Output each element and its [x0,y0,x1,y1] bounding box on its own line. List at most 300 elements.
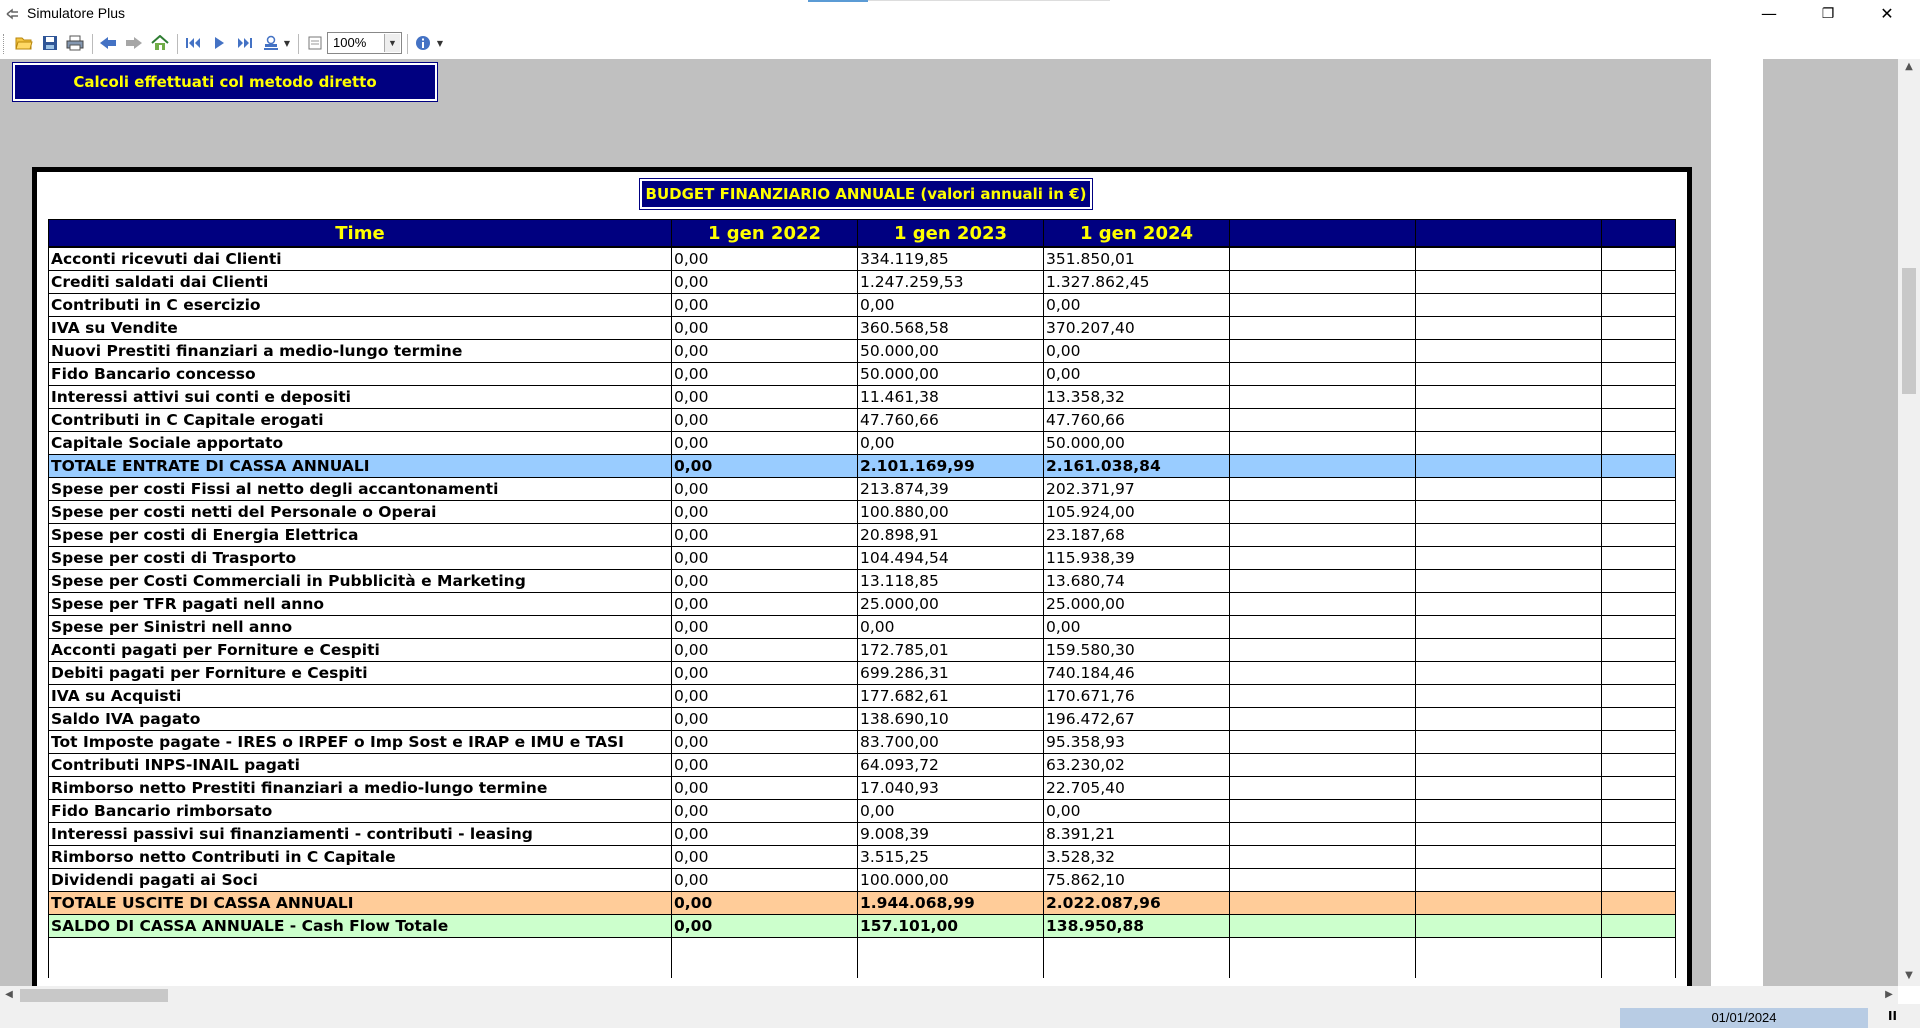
cell-value: 100.000,00 [858,869,1044,892]
cell-value: 50.000,00 [858,363,1044,386]
cell-value: 0,00 [672,593,858,616]
cell-empty [1230,386,1416,409]
budget-table [48,219,1676,978]
column-header-2023: 1 gen 2023 [858,220,1044,248]
cell-empty [1602,317,1676,340]
cell-empty [1416,317,1602,340]
cell-empty [858,938,1044,979]
table-row [49,455,1676,478]
row-label: SALDO DI CASSA ANNUALE - Cash Flow Totale [49,915,672,938]
cell-empty [1602,432,1676,455]
cell-value: 1.247.259,53 [858,271,1044,294]
row-label: Contributi in C Capitale erogati [49,409,672,432]
row-label: TOTALE ENTRATE DI CASSA ANNUALI [49,455,672,478]
row-label: Capitale Sociale apportato [49,432,672,455]
table-row [49,846,1676,869]
table-row [49,432,1676,455]
cell-empty [1230,570,1416,593]
cell-empty [1602,340,1676,363]
cell-empty [1602,386,1676,409]
table-row [49,294,1676,317]
table-row [49,892,1676,915]
cell-empty [1230,639,1416,662]
cell-empty [1416,340,1602,363]
cell-value: 0,00 [672,478,858,501]
cell-value: 0,00 [858,432,1044,455]
cell-value: 95.358,93 [1044,731,1230,754]
cell-empty [1416,892,1602,915]
table-row [49,823,1676,846]
cell-value: 104.494,54 [858,547,1044,570]
title-accent [808,0,868,2]
table-row [49,800,1676,823]
table-row [49,685,1676,708]
horizontal-scrollbar[interactable] [0,986,1898,1004]
cell-empty [1416,708,1602,731]
cell-empty [1602,892,1676,915]
cell-value: 50.000,00 [858,340,1044,363]
toolbar-separator [92,34,93,54]
cell-empty [1230,846,1416,869]
cell-empty [1602,754,1676,777]
cell-value: 0,00 [672,363,858,386]
print-icon[interactable] [65,33,85,53]
cell-value: 0,00 [672,685,858,708]
cell-value: 1.944.068,99 [858,892,1044,915]
cell-empty [1602,501,1676,524]
cell-empty [1602,616,1676,639]
cell-value: 3.528,32 [1044,846,1230,869]
cell-value: 83.700,00 [858,731,1044,754]
row-label: Fido Bancario concesso [49,363,672,386]
cell-value: 370.207,40 [1044,317,1230,340]
cell-empty [1416,869,1602,892]
cell-empty [1602,639,1676,662]
row-label: Interessi attivi sui conti e depositi [49,386,672,409]
cell-empty [1230,593,1416,616]
last-page-icon[interactable] [235,33,255,53]
cell-value: 0,00 [672,869,858,892]
table-row [49,639,1676,662]
table-row [49,593,1676,616]
cell-value: 0,00 [672,915,858,938]
cell-empty [1230,340,1416,363]
cell-empty [1602,846,1676,869]
cell-value: 0,00 [1044,363,1230,386]
cell-value: 0,00 [672,247,858,271]
cell-value: 213.874,39 [858,478,1044,501]
cell-value: 2.022.087,96 [1044,892,1230,915]
cell-value: 172.785,01 [858,639,1044,662]
cell-value: 100.880,00 [858,501,1044,524]
cell-value: 17.040,93 [858,777,1044,800]
cell-empty [1230,432,1416,455]
row-label: IVA su Vendite [49,317,672,340]
cell-empty [1602,708,1676,731]
cell-value: 0,00 [672,800,858,823]
column-header-empty [1602,220,1676,248]
column-header-empty [1416,220,1602,248]
table-header-row [49,220,1676,248]
cell-empty [1602,823,1676,846]
cell-value: 47.760,66 [1044,409,1230,432]
cell-empty [1230,247,1416,271]
row-label: Fido Bancario rimborsato [49,800,672,823]
toolbar-separator [177,34,178,54]
cell-value: 170.671,76 [1044,685,1230,708]
cell-empty [1416,247,1602,271]
cell-value: 157.101,00 [858,915,1044,938]
table-row [49,386,1676,409]
cell-empty [1602,570,1676,593]
cell-empty [1602,409,1676,432]
cell-empty [1416,685,1602,708]
cell-value: 0,00 [672,570,858,593]
table-row [49,754,1676,777]
cell-value: 699.286,31 [858,662,1044,685]
row-label: Spese per costi di Trasporto [49,547,672,570]
title-accent-line [868,0,1110,1]
cell-empty [1602,777,1676,800]
table-row [49,409,1676,432]
cell-value: 0,00 [858,616,1044,639]
cell-empty [1230,915,1416,938]
cell-empty [1230,409,1416,432]
cell-value: 2.101.169,99 [858,455,1044,478]
cell-empty [1416,409,1602,432]
cell-empty [1416,938,1602,979]
table-row [49,501,1676,524]
status-date: 01/01/2024 [1620,1008,1868,1028]
cell-empty [1416,823,1602,846]
table-row [49,731,1676,754]
cell-value: 740.184,46 [1044,662,1230,685]
row-label: Spese per costi netti del Personale o Operai [49,501,672,524]
table-row [49,777,1676,800]
column-header-2022: 1 gen 2022 [672,220,858,248]
cell-empty [1416,294,1602,317]
cell-value: 0,00 [858,800,1044,823]
cell-empty [1230,731,1416,754]
cell-empty [1602,547,1676,570]
cell-value: 9.008,39 [858,823,1044,846]
cell-value: 0,00 [672,547,858,570]
cell-empty [1602,271,1676,294]
window-title: Simulatore Plus [27,5,126,21]
save-icon[interactable] [40,33,60,53]
cell-value: 1.327.862,45 [1044,271,1230,294]
table-row [49,662,1676,685]
cell-value: 0,00 [672,892,858,915]
vertical-scroll-thumb[interactable] [1902,268,1916,394]
cell-empty [49,938,672,979]
cell-empty [1416,777,1602,800]
column-header-2024: 1 gen 2024 [1044,220,1230,248]
table-row [49,915,1676,938]
vertical-scrollbar[interactable] [1898,59,1920,986]
cell-empty [1230,869,1416,892]
home-icon[interactable] [150,33,170,53]
report-page [32,167,1692,986]
info-dropdown-icon[interactable]: ▼ [436,38,444,48]
cell-value: 0,00 [1044,800,1230,823]
open-icon[interactable] [14,33,34,53]
cell-value: 360.568,58 [858,317,1044,340]
cell-value: 0,00 [1044,340,1230,363]
cell-empty [1416,662,1602,685]
play-icon[interactable] [209,33,229,53]
cell-empty [1602,524,1676,547]
zoom-select[interactable] [327,32,402,54]
table-row [49,547,1676,570]
cell-empty [1416,639,1602,662]
cell-empty [1416,846,1602,869]
cell-empty [1230,754,1416,777]
row-label: Spese per Costi Commerciali in Pubblicità e Marketing [49,570,672,593]
cell-empty [1230,616,1416,639]
table-row [49,363,1676,386]
cell-empty [1230,271,1416,294]
page-icon[interactable] [305,33,325,53]
row-label: Contributi in C esercizio [49,294,672,317]
chevron-down-icon[interactable]: ▼ [384,34,400,52]
cell-value: 196.472,67 [1044,708,1230,731]
scroll-right-icon[interactable]: ▶ [1885,989,1893,1000]
cell-empty [1230,800,1416,823]
cell-empty [1416,478,1602,501]
cell-value: 2.161.038,84 [1044,455,1230,478]
stamp-dropdown-icon[interactable]: ▼ [283,38,291,48]
row-label: Dividendi pagati ai Soci [49,869,672,892]
cell-empty [1230,938,1416,979]
cell-empty [1416,363,1602,386]
cell-value: 159.580,30 [1044,639,1230,662]
cell-value: 22.705,40 [1044,777,1230,800]
cell-value: 0,00 [858,294,1044,317]
cell-value: 0,00 [1044,294,1230,317]
forward-icon[interactable] [124,33,144,53]
table-row [49,616,1676,639]
scroll-down-icon[interactable]: ▼ [1905,970,1913,981]
cell-empty [1230,501,1416,524]
cell-value: 47.760,66 [858,409,1044,432]
cell-value: 13.358,32 [1044,386,1230,409]
table-row [49,869,1676,892]
cell-value: 50.000,00 [1044,432,1230,455]
row-label: Debiti pagati per Forniture e Cespiti [49,662,672,685]
toolbar-grip[interactable] [3,34,7,54]
cell-value: 0,00 [672,271,858,294]
cell-empty [1416,754,1602,777]
row-label: Spese per costi di Energia Elettrica [49,524,672,547]
cell-empty [1230,455,1416,478]
toolbar-separator [407,34,408,54]
cell-empty [1416,915,1602,938]
cell-value: 351.850,01 [1044,247,1230,271]
cell-empty [1602,685,1676,708]
cell-value: 0,00 [672,731,858,754]
cell-value: 0,00 [672,409,858,432]
cell-value: 64.093,72 [858,754,1044,777]
cell-empty [1230,478,1416,501]
toolbar-separator [298,34,299,54]
cell-value: 0,00 [672,708,858,731]
cell-empty [1602,662,1676,685]
info-icon[interactable] [413,33,433,53]
cell-value: 8.391,21 [1044,823,1230,846]
scroll-up-icon[interactable]: ▲ [1905,61,1913,72]
cell-value: 0,00 [672,777,858,800]
cell-empty [1602,869,1676,892]
cell-empty [1230,524,1416,547]
cell-value: 11.461,38 [858,386,1044,409]
cell-empty [1230,823,1416,846]
cell-empty [1230,708,1416,731]
report-title: BUDGET FINANZIARIO ANNUALE (valori annuali in €) [640,179,1092,209]
cell-value: 0,00 [672,524,858,547]
cell-empty [1602,478,1676,501]
cell-empty [1602,915,1676,938]
cell-value: 0,00 [672,432,858,455]
cell-value: 0,00 [672,662,858,685]
cell-value: 20.898,91 [858,524,1044,547]
table-row [49,271,1676,294]
title-bar [0,0,1920,28]
row-label: Spese per Sinistri nell anno [49,616,672,639]
cell-value: 138.950,88 [1044,915,1230,938]
table-row [49,340,1676,363]
cell-empty [1602,593,1676,616]
cell-value: 0,00 [672,616,858,639]
cell-value: 63.230,02 [1044,754,1230,777]
cell-value: 0,00 [672,501,858,524]
row-label: Spese per costi Fissi al netto degli accantonamenti [49,478,672,501]
table-row [49,478,1676,501]
row-label: Interessi passivi sui finanziamenti - contributi - leasing [49,823,672,846]
app-icon [6,7,22,21]
cell-value: 202.371,97 [1044,478,1230,501]
cell-empty [1602,455,1676,478]
cell-empty [1416,455,1602,478]
cell-value: 115.938,39 [1044,547,1230,570]
cell-empty [1602,247,1676,271]
report-viewport[interactable] [0,59,1920,986]
cell-empty [1602,363,1676,386]
table-row [49,247,1676,271]
first-page-icon[interactable] [183,33,203,53]
close-button[interactable]: ✕ [1880,4,1894,23]
minimize-button[interactable]: — [1761,4,1777,23]
cell-value: 0,00 [672,639,858,662]
cell-value: 334.119,85 [858,247,1044,271]
toolbar [0,28,1920,59]
cell-empty [1230,363,1416,386]
back-icon[interactable] [98,33,118,53]
cell-empty [1416,800,1602,823]
cell-empty [1416,593,1602,616]
row-label: Contributi INPS-INAIL pagati [49,754,672,777]
cell-value: 0,00 [672,386,858,409]
cell-empty [1230,294,1416,317]
cell-value: 13.680,74 [1044,570,1230,593]
row-label: Spese per TFR pagati nell anno [49,593,672,616]
cell-value: 0,00 [672,846,858,869]
horizontal-scroll-thumb[interactable] [20,989,168,1002]
cell-empty [1230,777,1416,800]
cell-empty [1416,432,1602,455]
zoom-value: 100% [333,35,367,50]
cell-empty [1416,524,1602,547]
stamp-icon[interactable] [261,33,281,53]
cell-value: 75.862,10 [1044,869,1230,892]
cell-value: 138.690,10 [858,708,1044,731]
table-filler-row [49,938,1676,979]
cell-value: 0,00 [672,754,858,777]
cell-value: 3.515,25 [858,846,1044,869]
page-gap [1711,59,1763,986]
cell-empty [1230,317,1416,340]
row-label: Tot Imposte pagate - IRES o IRPEF o Imp Sost e IRAP e IMU e TASI [49,731,672,754]
cell-empty [1602,938,1676,979]
cell-value: 25.000,00 [858,593,1044,616]
row-label: Saldo IVA pagato [49,708,672,731]
pause-icon[interactable]: II [1888,1009,1897,1023]
row-label: Acconti pagati per Forniture e Cespiti [49,639,672,662]
column-header-time: Time [49,220,672,248]
table-row [49,524,1676,547]
scroll-left-icon[interactable]: ◀ [5,989,13,1000]
row-label: Rimborso netto Prestiti finanziari a medio-lungo termine [49,777,672,800]
cell-value: 0,00 [1044,616,1230,639]
table-row [49,708,1676,731]
table-row [49,317,1676,340]
cell-value: 0,00 [672,823,858,846]
cell-empty [1230,892,1416,915]
row-label: TOTALE USCITE DI CASSA ANNUALI [49,892,672,915]
cell-value: 0,00 [672,317,858,340]
cell-empty [1416,386,1602,409]
column-header-empty [1230,220,1416,248]
cell-empty [1044,938,1230,979]
cell-empty [1230,662,1416,685]
cell-empty [1602,731,1676,754]
maximize-button[interactable]: ❐ [1821,6,1835,22]
cell-value: 0,00 [672,340,858,363]
cell-empty [1416,547,1602,570]
row-label: IVA su Acquisti [49,685,672,708]
cell-empty [1416,570,1602,593]
cell-empty [1416,731,1602,754]
cell-value: 0,00 [672,294,858,317]
cell-empty [672,938,858,979]
cell-empty [1230,685,1416,708]
row-label: Rimborso netto Contributi in C Capitale [49,846,672,869]
cell-empty [1602,294,1676,317]
method-label: Calcoli effettuati col metodo diretto [13,63,437,101]
row-label: Crediti saldati dai Clienti [49,271,672,294]
cell-value: 0,00 [672,455,858,478]
cell-empty [1230,547,1416,570]
cell-value: 13.118,85 [858,570,1044,593]
cell-value: 177.682,61 [858,685,1044,708]
cell-empty [1416,616,1602,639]
table-row [49,570,1676,593]
cell-value: 23.187,68 [1044,524,1230,547]
cell-value: 105.924,00 [1044,501,1230,524]
cell-empty [1416,501,1602,524]
cell-empty [1416,271,1602,294]
cell-value: 25.000,00 [1044,593,1230,616]
